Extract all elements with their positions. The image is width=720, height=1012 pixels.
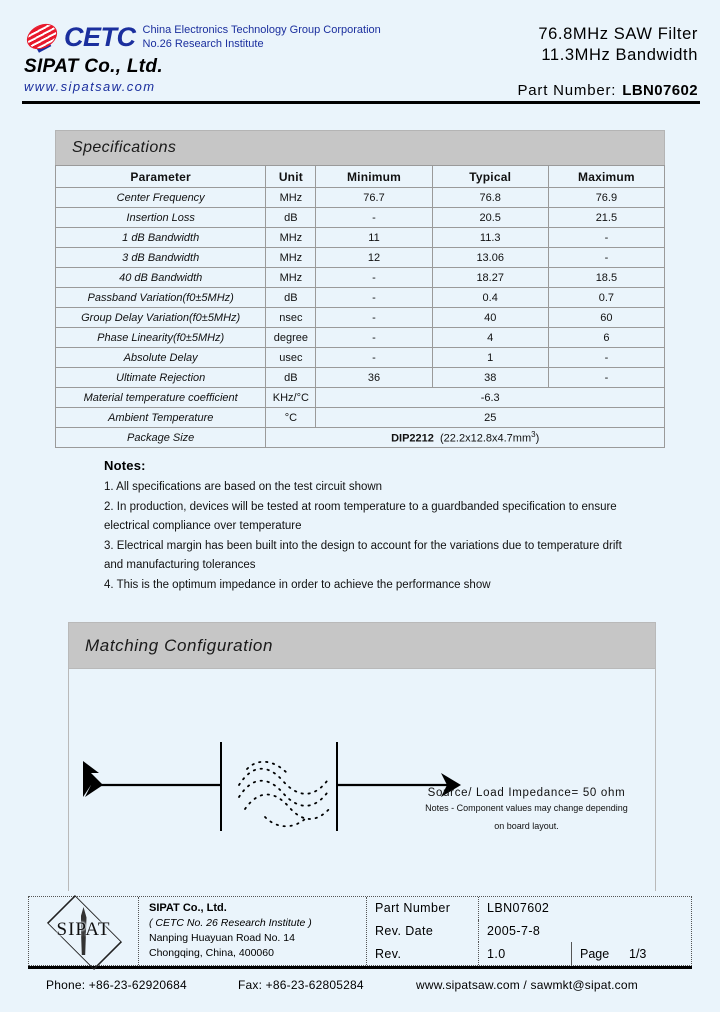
footer-row-part-number — [367, 897, 691, 920]
cell-unit: usec — [266, 348, 316, 368]
column-header-maximum: Maximum — [548, 166, 664, 188]
cell-typical: 4 — [432, 328, 548, 348]
notes-line: 4. This is the optimum impedance in order to achieve the performance show — [104, 578, 491, 591]
column-header-unit: Unit — [266, 166, 316, 188]
cell-maximum: - — [548, 368, 664, 388]
sipat-diamond-logo-icon — [36, 902, 132, 960]
cell-parameter: Phase Linearity(f0±5MHz) — [56, 328, 266, 348]
cell-minimum: 12 — [316, 248, 432, 268]
cell-spanned-value: 25 — [316, 408, 665, 428]
table-row — [56, 208, 665, 228]
cetc-logo-icon — [24, 22, 62, 52]
cell-typical: 0.4 — [432, 288, 548, 308]
footer-info-box — [28, 896, 692, 966]
cell-unit: KHz/°C — [266, 388, 316, 408]
cetc-brand-row — [24, 22, 424, 52]
table-row — [56, 288, 665, 308]
impedance-label: Source/ Load Impedance= 50 ohm — [427, 787, 626, 799]
cell-minimum: - — [316, 348, 432, 368]
notes-section — [104, 458, 664, 595]
notes-line: 3. Electrical margin has been built into the design to account for the variations due to temperature drift — [104, 539, 622, 552]
footer-company-institute: ( CETC No. 26 Research Institute ) — [149, 917, 312, 929]
matching-note-line-1: Notes - Component values may change depending — [425, 803, 628, 813]
page-header — [0, 0, 720, 99]
specifications-table-head — [56, 166, 665, 188]
notes-line: 2. In production, devices will be tested at room temperature to a guardbanded specification to ensure — [104, 500, 617, 513]
footer-address-cell — [139, 897, 367, 965]
cell-maximum: 18.5 — [548, 268, 664, 288]
package-dimensions-tail: ) — [535, 432, 540, 445]
matching-configuration-section — [68, 622, 656, 891]
matching-configuration-band — [68, 622, 656, 669]
cell-maximum: 76.9 — [548, 188, 664, 208]
footer-web-email[interactable]: www.sipatsaw.com / sawmkt@sipat.com — [416, 978, 638, 992]
cell-package-size-value — [266, 428, 665, 448]
table-row — [56, 408, 665, 428]
cetc-company-line-1: China Electronics Technology Group Corporation — [142, 24, 381, 36]
specifications-table-body — [56, 188, 665, 448]
sipat-company-name: SIPAT Co., Ltd. — [24, 56, 163, 77]
column-header-typical: Typical — [432, 166, 548, 188]
cetc-subtitle-block — [143, 22, 381, 51]
cell-parameter: Group Delay Variation(f0±5MHz) — [56, 308, 266, 328]
cell-unit: MHz — [266, 268, 316, 288]
cell-minimum: - — [316, 268, 432, 288]
cell-maximum: 6 — [548, 328, 664, 348]
cell-parameter: Ultimate Rejection — [56, 368, 266, 388]
footer-phone: Phone: +86-23-62920684 — [46, 978, 187, 992]
page-footer — [28, 896, 692, 992]
cell-unit: MHz — [266, 248, 316, 268]
specifications-section-band — [55, 130, 665, 165]
footer-contact-row — [28, 969, 692, 992]
cell-unit: MHz — [266, 228, 316, 248]
cell-unit: dB — [266, 288, 316, 308]
cetc-wordmark: CETC — [64, 22, 136, 52]
table-header-row — [56, 166, 665, 188]
table-row — [56, 428, 665, 448]
cell-maximum: - — [548, 348, 664, 368]
cell-typical: 20.5 — [432, 208, 548, 228]
cell-unit: nsec — [266, 308, 316, 328]
footer-rev-date-label: Rev. Date — [367, 920, 479, 943]
header-part-number-label: Part Number: — [517, 82, 617, 99]
package-dimensions: (22.2x12.8x4.7mm — [440, 432, 532, 445]
table-row — [56, 388, 665, 408]
specifications-table — [55, 165, 665, 448]
cell-typical: 13.06 — [432, 248, 548, 268]
cell-maximum: 21.5 — [548, 208, 664, 228]
matching-circuit-diagram — [69, 669, 655, 891]
footer-row-rev — [367, 942, 691, 965]
footer-rev-label: Rev. — [367, 942, 479, 965]
cell-minimum: - — [316, 288, 432, 308]
cell-parameter: Absolute Delay — [56, 348, 266, 368]
footer-address-street: Nanping Huayuan Road No. 14 — [149, 932, 295, 944]
cell-minimum: 36 — [316, 368, 432, 388]
cell-minimum: - — [316, 308, 432, 328]
cell-unit: degree — [266, 328, 316, 348]
column-header-parameter: Parameter — [56, 166, 266, 188]
matching-configuration-body — [68, 669, 656, 891]
package-dimensions-exponent: 3 — [531, 430, 536, 440]
cell-maximum: 0.7 — [548, 288, 664, 308]
specifications-section — [55, 130, 665, 448]
header-part-number-value: LBN07602 — [622, 82, 698, 99]
cell-typical: 18.27 — [432, 268, 548, 288]
footer-part-number-label: Part Number — [367, 897, 479, 920]
cell-parameter: Center Frequency — [56, 188, 266, 208]
package-code: DIP2212 — [391, 432, 434, 445]
footer-company-name: SIPAT Co., Ltd. — [149, 902, 227, 914]
notes-title: Notes: — [104, 458, 146, 473]
cell-typical: 76.8 — [432, 188, 548, 208]
footer-row-rev-date — [367, 920, 691, 943]
cell-parameter: 40 dB Bandwidth — [56, 268, 266, 288]
cell-maximum: 60 — [548, 308, 664, 328]
specifications-section-title: Specifications — [72, 139, 177, 156]
cell-spanned-value: -6.3 — [316, 388, 665, 408]
table-row — [56, 308, 665, 328]
product-title-line-2: 11.3MHz Bandwidth — [541, 46, 698, 64]
column-header-minimum: Minimum — [316, 166, 432, 188]
table-row — [56, 248, 665, 268]
footer-address-city: Chongqing, China, 400060 — [149, 947, 274, 959]
saw-device-dotted-symbol — [239, 762, 331, 827]
matching-note-line-2: on board layout. — [494, 821, 559, 831]
notes-line: 1. All specifications are based on the test circuit shown — [104, 481, 383, 493]
notes-line: electrical compliance over temperature — [104, 520, 302, 532]
notes-line: and manufacturing tolerances — [104, 559, 256, 571]
cell-parameter: Insertion Loss — [56, 208, 266, 228]
cell-unit: dB — [266, 368, 316, 388]
header-part-number — [517, 82, 698, 99]
cell-unit: MHz — [266, 188, 316, 208]
footer-meta-grid — [367, 897, 691, 965]
table-row — [56, 228, 665, 248]
footer-fax: Fax: +86-23-62805284 — [238, 978, 364, 992]
table-row — [56, 328, 665, 348]
cell-minimum: - — [316, 208, 432, 228]
footer-part-number-value: LBN07602 — [487, 901, 550, 916]
cell-parameter: Material temperature coefficient — [56, 388, 266, 408]
cell-maximum: - — [548, 228, 664, 248]
cell-maximum: - — [548, 248, 664, 268]
footer-rev-date-value: 2005-7-8 — [487, 924, 541, 938]
footer-page-value: 1/3 — [629, 946, 647, 961]
header-left-block — [24, 22, 424, 94]
table-row — [56, 188, 665, 208]
matching-configuration-title: Matching Configuration — [85, 635, 274, 655]
sipat-logo-text: SIPAT — [56, 919, 111, 940]
cell-parameter: Passband Variation(f0±5MHz) — [56, 288, 266, 308]
cell-parameter: 1 dB Bandwidth — [56, 228, 266, 248]
cell-typical: 11.3 — [432, 228, 548, 248]
cell-minimum: 76.7 — [316, 188, 432, 208]
cell-minimum: - — [316, 328, 432, 348]
table-row — [56, 348, 665, 368]
footer-logo-cell — [29, 897, 139, 965]
table-row — [56, 268, 665, 288]
header-divider-rule — [22, 101, 700, 104]
sipat-website-link[interactable]: www.sipatsaw.com — [24, 79, 156, 94]
cetc-company-line-2: No.26 Research Institute — [142, 38, 264, 50]
cell-parameter: 3 dB Bandwidth — [56, 248, 266, 268]
cell-typical: 1 — [432, 348, 548, 368]
footer-page-label: Page — [571, 942, 629, 965]
header-right-block — [517, 24, 698, 99]
cell-unit: dB — [266, 208, 316, 228]
cell-parameter: Ambient Temperature — [56, 408, 266, 428]
cell-minimum: 11 — [316, 228, 432, 248]
table-row — [56, 368, 665, 388]
cell-parameter: Package Size — [56, 428, 266, 448]
product-title-line-1: 76.8MHz SAW Filter — [538, 25, 698, 43]
footer-rev-value: 1.0 — [487, 946, 506, 961]
cell-unit: °C — [266, 408, 316, 428]
cell-typical: 40 — [432, 308, 548, 328]
cell-typical: 38 — [432, 368, 548, 388]
matching-text-block — [409, 787, 644, 835]
cetc-logo-striped-ellipse — [22, 19, 61, 54]
